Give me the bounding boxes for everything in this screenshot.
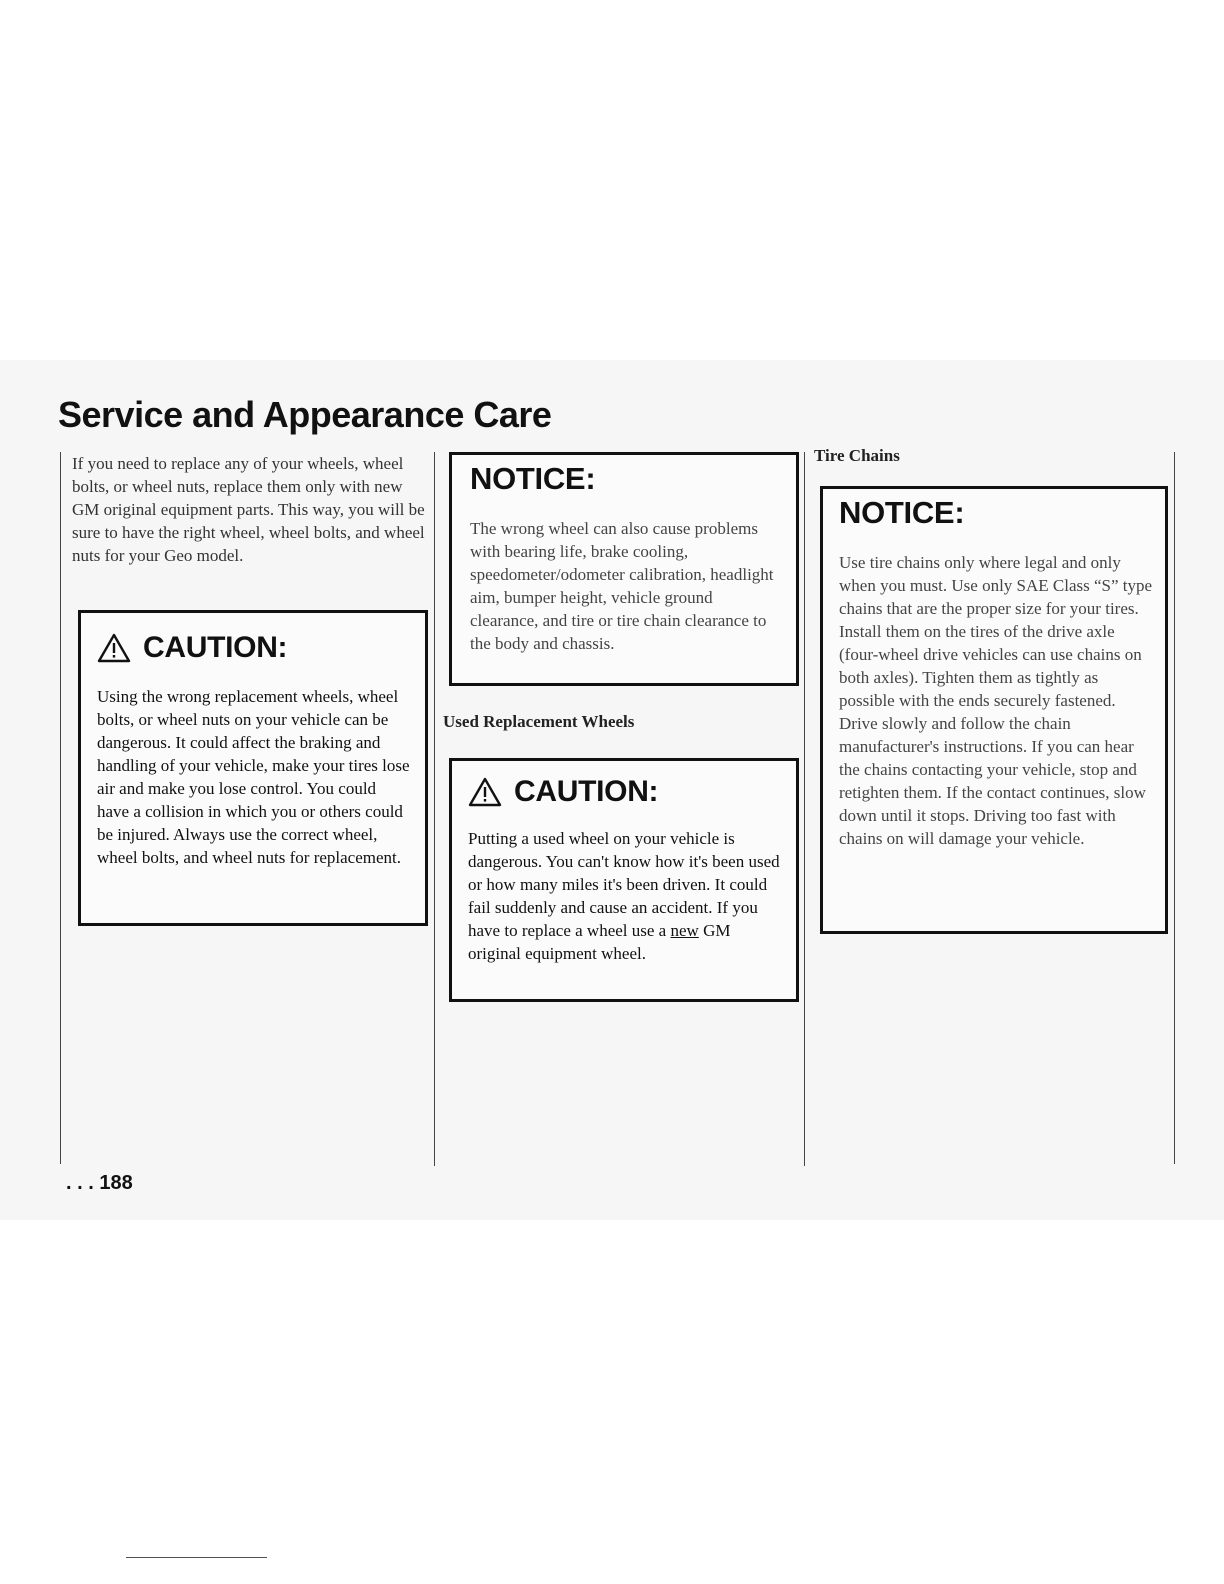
caution-text-part-2: GM original equipment wheel.	[468, 921, 731, 963]
caution-title-used-wheels: CAUTION:	[514, 775, 659, 808]
notice-text: The wrong wheel can also cause problems with bearing life, brake cooling, speedometer/odometer calibration, headlight aim, bumper height, vehicle ground clearance, and tire or tire chain clearance to the body and chassis.	[470, 519, 774, 653]
intro-paragraph: If you need to replace any of your wheels, wheel bolts, or wheel nuts, replace them only with new GM original equipment parts. This way, you will be sure to have the right wheel, wheel bolts, and wheel nuts for your Geo model.	[72, 454, 425, 565]
column-1	[72, 452, 432, 867]
caution-title: CAUTION:	[143, 631, 288, 664]
column-3	[814, 446, 1170, 848]
caution-text: Using the wrong replacement wheels, wheel bolts, or wheel nuts on your vehicle can be dangerous. It could affect the braking and handling of your vehicle, make your tires lose air and make you lose control. You could have a collision in which you or others could be injured. Always use the correct wheel, wheel bolts, and wheel nuts for replacement.	[97, 687, 410, 867]
caution-box-used-wheels	[449, 758, 799, 1002]
notice-text-tire-chains: Use tire chains only where legal and only when you must. Use only SAE Class “S” type chains that are the proper size for your tires. Install them on the tires of the drive axle (four-wheel drive vehicles can use chains on both axles). Tighten them as tightly as possible with the ends securely fastened. Drive slowly and follow the chain manufacturer's instructions. If you can hear the chains contacting your vehicle, stop and retighten them. If the contact continues, slow down until it stops. Driving too fast with chains on will damage your vehicle.	[839, 553, 1153, 848]
page-number: . . . 188	[66, 1172, 133, 1194]
notice-box	[449, 452, 799, 686]
column-rule-left	[60, 452, 61, 1164]
subhead-used-wheels: Used Replacement Wheels	[443, 712, 635, 731]
caution-heading-used-wheels	[468, 775, 782, 809]
notice-title: NOTICE:	[470, 461, 596, 496]
page-title: Service and Appearance Care	[58, 394, 552, 435]
column-rule-2	[804, 452, 805, 1166]
notice-box-tire-chains	[820, 486, 1168, 934]
notice-title-tire-chains: NOTICE:	[839, 495, 965, 530]
footer-rule	[126, 1557, 267, 1558]
warning-triangle-icon	[468, 776, 502, 808]
caution-box	[78, 610, 428, 926]
column-rule-right	[1174, 452, 1175, 1164]
warning-triangle-icon	[97, 632, 131, 664]
column-rule-1	[434, 452, 435, 1166]
subhead-tire-chains: Tire Chains	[814, 446, 900, 465]
caution-heading	[97, 631, 411, 665]
caution-text-used-wheels	[468, 827, 782, 965]
caution-text-underlined: new	[670, 921, 699, 940]
caution-text-part-1: Putting a used wheel on your vehicle is dangerous. You can't know how it's been used or how many miles it's been driven. It could fail suddenly and cause an accident. If you have to replace a wheel use a	[468, 829, 780, 940]
